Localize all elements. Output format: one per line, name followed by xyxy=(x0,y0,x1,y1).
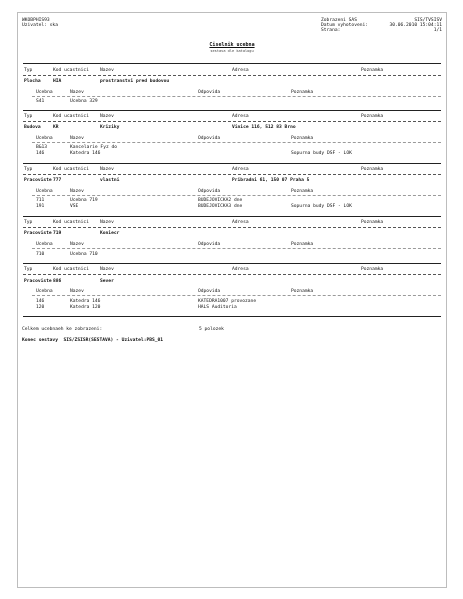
divider xyxy=(23,227,441,228)
section-code: 719 xyxy=(53,231,62,236)
col-header-type: Typ xyxy=(24,167,33,172)
col-header-address: Adresa xyxy=(232,267,249,272)
section-address: Pribradni 61, 150 07 Praha 5 xyxy=(232,178,310,183)
divider xyxy=(23,263,441,264)
report-date: 30.06.2010 15:04:11 xyxy=(389,23,442,28)
subcol-room: Ucebna xyxy=(36,289,53,294)
divider xyxy=(23,174,441,175)
table-row-room: 146 xyxy=(36,151,45,156)
subcol-name: Nazev xyxy=(70,242,84,247)
table-row-name: Ucebna 329 xyxy=(70,99,98,104)
col-header-address: Adresa xyxy=(232,167,249,172)
section-type: Pracoviste xyxy=(24,178,52,183)
col-header-address: Adresa xyxy=(232,68,249,73)
subcol-note: Poznamka xyxy=(291,242,314,247)
section-type: Pracoviste xyxy=(24,279,52,284)
section-name: Koniecr xyxy=(100,231,120,236)
col-header-type: Typ xyxy=(24,68,33,73)
divider xyxy=(23,163,441,164)
report-date-label: Datum vyhotoveni: xyxy=(321,23,369,28)
subcol-responsible: Odpovida xyxy=(198,90,221,95)
divider xyxy=(23,110,441,111)
section-code: KR xyxy=(53,125,59,130)
report-page-number: 1/1 xyxy=(433,28,442,33)
col-header-address: Adresa xyxy=(232,114,249,119)
col-header-note: Poznamka xyxy=(361,68,384,73)
col-header-name: Nazev xyxy=(100,114,114,119)
table-row-room: B&13 xyxy=(36,145,48,150)
subcol-room: Ucebna xyxy=(36,189,53,194)
section-type: Pracoviste xyxy=(24,231,52,236)
divider xyxy=(32,248,441,249)
section-name: Sever xyxy=(100,279,114,284)
col-header-name: Nazev xyxy=(100,267,114,272)
subcol-name: Nazev xyxy=(70,289,84,294)
subcol-responsible: Odpovida xyxy=(198,289,221,294)
col-header-code: Kod ucastnici xyxy=(53,114,89,119)
divider xyxy=(23,63,441,64)
col-header-name: Nazev xyxy=(100,68,114,73)
report-id: WKOBPHIS93 xyxy=(22,18,50,23)
col-header-note: Poznamka xyxy=(361,220,384,225)
subcol-note: Poznamka xyxy=(291,136,314,141)
divider xyxy=(23,121,441,122)
table-row-responsible: BUDEJOVICKA2 dne xyxy=(198,198,243,203)
col-header-type: Typ xyxy=(24,267,33,272)
report-title: Ciselnik ucebna xyxy=(209,42,255,48)
table-row-name: Ucebna 719 xyxy=(70,198,98,203)
subcol-note: Poznamka xyxy=(291,189,314,194)
subcol-name: Nazev xyxy=(70,90,84,95)
table-row-name: Katedra 120 xyxy=(70,305,101,310)
report-code: SIS/TVSISV xyxy=(414,18,442,23)
subcol-room: Ucebna xyxy=(36,136,53,141)
col-header-note: Poznamka xyxy=(361,267,384,272)
table-row-name: Ucebna 710 xyxy=(70,252,98,257)
divider xyxy=(32,195,441,196)
divider xyxy=(23,75,441,76)
table-row-note: Sopurna budy DSF - LOK xyxy=(291,204,352,209)
total-label: Celkem ucebnaeh ke zobrazeni: xyxy=(22,327,103,332)
col-header-code: Kod ucastnici xyxy=(53,68,89,73)
section-code: 886 xyxy=(53,279,62,284)
table-row-responsible: KATEDRA1007 provozane xyxy=(198,299,257,304)
col-header-code: Kod ucastnici xyxy=(53,167,89,172)
subcol-name: Nazev xyxy=(70,136,84,141)
table-row-name: VSE xyxy=(70,204,79,209)
section-address: Vinice 116, 512 83 Brno xyxy=(232,125,296,130)
section-name: Kriziky xyxy=(100,125,120,130)
section-name: vlastni xyxy=(100,178,120,183)
table-row-room: 120 xyxy=(36,305,45,310)
divider xyxy=(23,216,441,217)
divider xyxy=(32,295,441,296)
subcol-room: Ucebna xyxy=(36,90,53,95)
col-header-code: Kod ucastnici xyxy=(53,267,89,272)
report-page-label: Strana: xyxy=(321,28,341,33)
table-row-room: 711 xyxy=(36,198,45,203)
section-type: Budova xyxy=(24,125,41,130)
table-row-room: 146 xyxy=(36,299,45,304)
col-header-type: Typ xyxy=(24,114,33,119)
section-code: 777 xyxy=(53,178,62,183)
section-name: prostranstvi pred budovou xyxy=(100,79,170,84)
section-type: Plocha xyxy=(24,79,41,84)
total-value: 5 polozek xyxy=(199,327,224,332)
divider xyxy=(23,316,441,317)
report-subtitle: sestava dle katalogu xyxy=(210,49,254,53)
col-header-note: Poznamka xyxy=(361,114,384,119)
col-header-note: Poznamka xyxy=(361,167,384,172)
report-user: Uzivatel: ska xyxy=(22,23,58,28)
col-header-address: Adresa xyxy=(232,220,249,225)
divider xyxy=(32,142,441,143)
table-row-name: Katedra 146 xyxy=(70,151,101,156)
table-row-responsible: HALS Auditoria xyxy=(198,305,237,310)
divider xyxy=(32,96,441,97)
table-row-note: Sopurna budy DSF - LOK xyxy=(291,151,352,156)
report-end: Konec sestavy SIS/ZSISR(SESTAVA) - Uzivatel:PBS_01 xyxy=(22,338,164,343)
subcol-note: Poznamka xyxy=(291,90,314,95)
table-row-room: 191 xyxy=(36,204,45,209)
table-row-name: Kancelarie Fyz do xyxy=(70,145,118,150)
col-header-code: Kod ucastnici xyxy=(53,220,89,225)
table-row-name: Katedra 146 xyxy=(70,299,101,304)
report-label: Zobrazeni SAS xyxy=(321,18,357,23)
table-row-responsible: BUDEJOVICKA3 dne xyxy=(198,204,243,209)
subcol-room: Ucebna xyxy=(36,242,53,247)
section-code: HIA xyxy=(53,79,62,84)
table-row-room: S41 xyxy=(36,99,45,104)
subcol-responsible: Odpovida xyxy=(198,242,221,247)
report-page xyxy=(17,12,447,588)
table-row-room: 710 xyxy=(36,252,45,257)
divider xyxy=(23,274,441,275)
subcol-responsible: Odpovida xyxy=(198,189,221,194)
col-header-name: Nazev xyxy=(100,167,114,172)
col-header-type: Typ xyxy=(24,220,33,225)
subcol-responsible: Odpovida xyxy=(198,136,221,141)
subcol-note: Poznamka xyxy=(291,289,314,294)
col-header-name: Nazev xyxy=(100,220,114,225)
subcol-name: Nazev xyxy=(70,189,84,194)
